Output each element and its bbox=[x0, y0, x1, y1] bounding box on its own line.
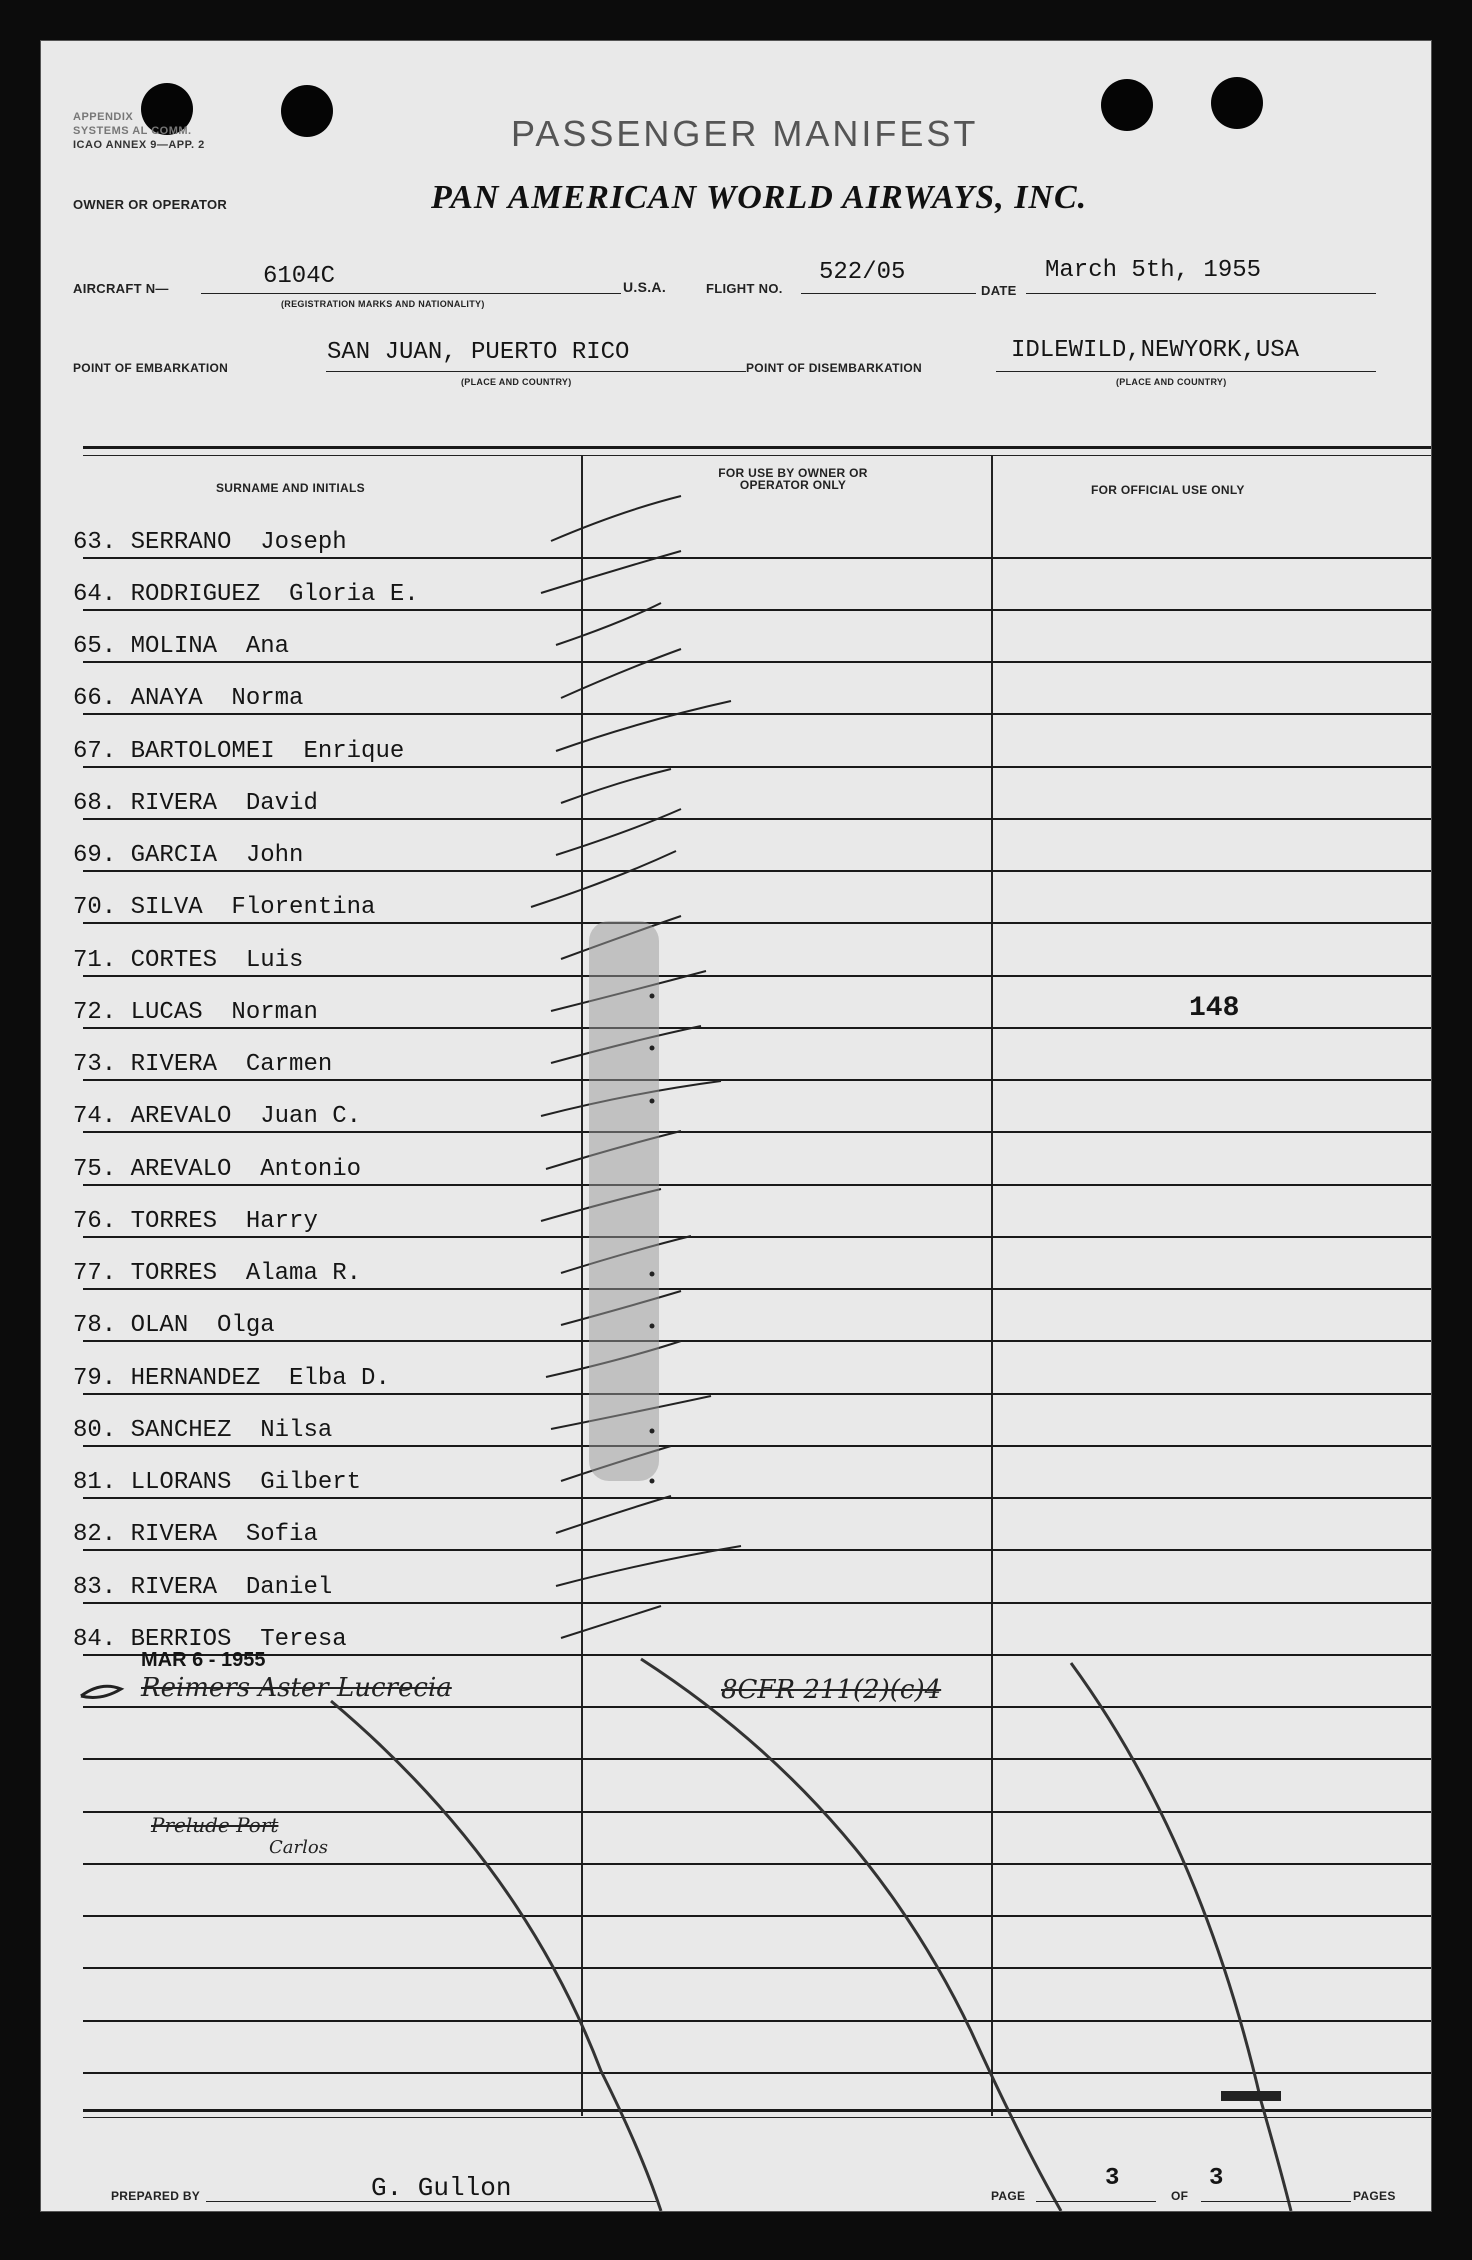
column-header-surname: SURNAME AND INITIALS bbox=[216, 481, 365, 495]
list-item: 65. MOLINA Ana bbox=[73, 633, 290, 660]
dot-mark bbox=[650, 1046, 655, 1051]
check-mark bbox=[556, 1546, 741, 1586]
list-item: 80. SANCHEZ Nilsa bbox=[73, 1417, 333, 1444]
check-mark bbox=[561, 649, 681, 698]
embark-value: SAN JUAN, PUERTO RICO bbox=[327, 339, 630, 366]
date-label: DATE bbox=[981, 283, 1017, 298]
prepared-value: G. Gullon bbox=[371, 2173, 512, 2203]
form-ref-line1: APPENDIX bbox=[73, 111, 134, 123]
flight-label: FLIGHT NO. bbox=[706, 281, 783, 296]
form-ref-line3: ICAO ANNEX 9—APP. 2 bbox=[73, 139, 205, 151]
struck-name: Reimers Aster Lucrecia bbox=[141, 1673, 452, 1703]
list-item: 63. SERRANO Joseph bbox=[73, 529, 347, 556]
dot-mark bbox=[650, 1099, 655, 1104]
check-mark bbox=[531, 851, 676, 907]
of-underline bbox=[1201, 2201, 1351, 2202]
list-item: 79. HERNANDEZ Elba D. bbox=[73, 1365, 390, 1392]
list-item: 83. RIVERA Daniel bbox=[73, 1574, 333, 1601]
check-mark bbox=[561, 1606, 661, 1638]
check-mark bbox=[551, 496, 681, 541]
list-item: 73. RIVERA Carmen bbox=[73, 1051, 333, 1078]
page-title: PASSENGER MANIFEST bbox=[511, 113, 979, 154]
struck-code: 8CFR 211(2)(c)4 bbox=[721, 1675, 942, 1705]
list-item: 64. RODRIGUEZ Gloria E. bbox=[73, 581, 419, 608]
disembark-label: POINT OF DISEMBARKATION bbox=[746, 361, 923, 375]
of-label: OF bbox=[1171, 2189, 1189, 2203]
list-item: 69. GARCIA John bbox=[73, 842, 304, 869]
embark-caption: (PLACE AND COUNTRY) bbox=[461, 377, 572, 387]
disembark-caption: (PLACE AND COUNTRY) bbox=[1116, 377, 1227, 387]
list-item: 84. BERRIOS Teresa bbox=[73, 1626, 347, 1653]
list-item: 76. TORRES Harry bbox=[73, 1208, 318, 1235]
list-item: 77. TORRES Alama R. bbox=[73, 1260, 362, 1287]
page-value: 3 bbox=[1105, 2165, 1120, 2192]
list-item: 75. AREVALO Antonio bbox=[73, 1156, 362, 1183]
list-item: 71. CORTES Luis bbox=[73, 947, 304, 974]
dot-mark bbox=[650, 1479, 655, 1484]
page-label: PAGE bbox=[991, 2189, 1026, 2203]
manifest-page bbox=[40, 40, 1432, 2212]
owner-label: OWNER OR OPERATOR bbox=[73, 197, 228, 212]
crossed-word: Prelude Port bbox=[151, 1813, 279, 1837]
diagonal-stroke bbox=[641, 1659, 1061, 2211]
dot-mark bbox=[650, 1272, 655, 1277]
dot-mark bbox=[650, 1429, 655, 1434]
flight-value: 522/05 bbox=[819, 259, 906, 286]
column-header-owner-use: FOR USE BY OWNER OR OPERATOR ONLY bbox=[718, 466, 868, 492]
check-mark bbox=[541, 551, 681, 593]
check-mark bbox=[561, 769, 671, 803]
pages-label: PAGES bbox=[1353, 2189, 1396, 2203]
list-item: 74. AREVALO Juan C. bbox=[73, 1103, 362, 1130]
list-item: 82. RIVERA Sofia bbox=[73, 1521, 318, 1548]
dot-mark bbox=[650, 1324, 655, 1329]
list-item: 81. LLORANS Gilbert bbox=[73, 1469, 362, 1496]
list-item: 78. OLAN Olga bbox=[73, 1312, 275, 1339]
smudge-mark bbox=[589, 921, 659, 1481]
check-mark bbox=[556, 701, 731, 751]
prepared-label: PREPARED BY bbox=[111, 2189, 201, 2203]
embark-label: POINT OF EMBARKATION bbox=[73, 361, 229, 375]
pen-marks bbox=[41, 41, 1431, 2211]
disembark-value: IDLEWILD,NEWYORK,USA bbox=[1011, 337, 1300, 364]
date-stamp: MAR 6 - 1955 bbox=[141, 1649, 266, 1671]
diagonal-stroke bbox=[1071, 1663, 1291, 2211]
diagonal-stroke bbox=[331, 1701, 661, 2211]
usa-label: U.S.A. bbox=[623, 279, 667, 295]
handwritten-carlos: Carlos bbox=[269, 1837, 328, 1858]
ink-blot bbox=[1221, 2091, 1281, 2101]
registration-caption: (REGISTRATION MARKS AND NATIONALITY) bbox=[281, 299, 485, 309]
page-underline bbox=[1036, 2201, 1156, 2202]
list-item: 68. RIVERA David bbox=[73, 790, 318, 817]
dot-mark bbox=[650, 994, 655, 999]
official-note: 148 bbox=[1189, 993, 1240, 1024]
check-mark bbox=[556, 1496, 671, 1533]
list-item: 67. BARTOLOMEI Enrique bbox=[73, 738, 405, 765]
form-ref-line2: SYSTEMS AL COMM. bbox=[73, 125, 192, 137]
column-header-official-use: FOR OFFICIAL USE ONLY bbox=[1091, 483, 1245, 497]
scribble-mark bbox=[81, 1686, 121, 1697]
check-mark bbox=[556, 809, 681, 855]
aircraft-label: AIRCRAFT N— bbox=[73, 281, 169, 296]
aircraft-value: 6104C bbox=[263, 263, 336, 290]
list-item: 70. SILVA Florentina bbox=[73, 894, 376, 921]
list-item: 66. ANAYA Norma bbox=[73, 685, 304, 712]
of-value: 3 bbox=[1209, 2165, 1224, 2192]
owner-value: PAN AMERICAN WORLD AIRWAYS, INC. bbox=[431, 179, 1088, 216]
check-mark bbox=[556, 603, 661, 645]
date-value: March 5th, 1955 bbox=[1045, 257, 1262, 284]
list-item: 72. LUCAS Norman bbox=[73, 999, 318, 1026]
